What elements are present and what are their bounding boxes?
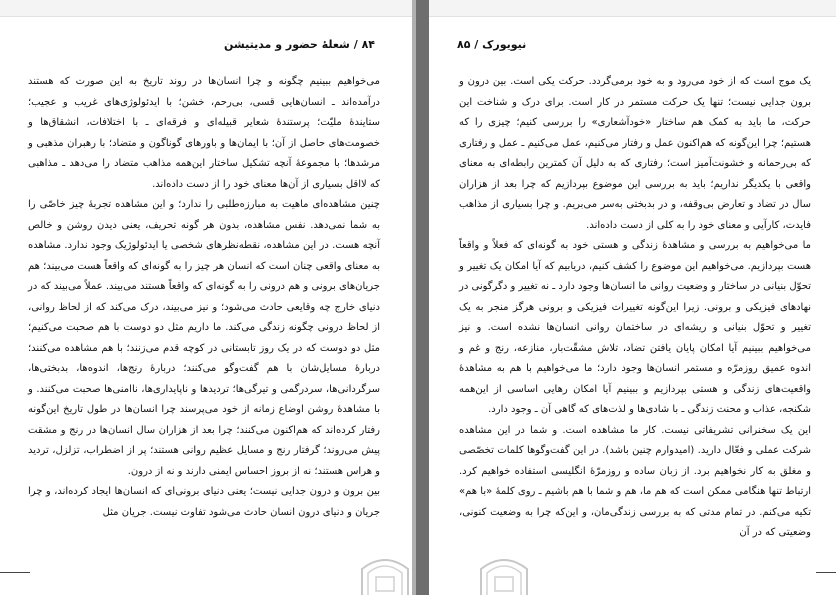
right-page-header: نیویورک / ۸۵ <box>457 38 527 51</box>
top-strip <box>429 0 836 17</box>
left-page-header: ۸۴ / شعلهٔ حضور و مدیتیشن <box>224 38 375 51</box>
right-page-body <box>459 72 811 544</box>
paragraph: بین برون و درون جدایی نیست؛ یعنی دنیای برونی‌ای که انسان‌ها ایجاد کرده‌اند، و چرا جریان و دنیای درون انسان حادث می‌شود تفاوت نیست. جریان مثل <box>28 486 380 518</box>
gutter-stripe <box>416 0 429 595</box>
paragraph: چنین مشاهده‌ای ماهیت به مبارزه‌طلبی را ندارد؛ و این مشاهده تجربهٔ چیز خاصّی را به شما نمی‌دهد. نفس مشاهده، بدون هر گونه تحریف، یعنی دیدن روشن و خالص آنچه هست. در این مشاهده، نقطه‌نظرهای شخصی یا ایدئولوژیک وجود ندارد. مشاهده به معنای واقعی چنان است که انسان هر چیز را به گونه‌ای که واقعاً هست می‌بیند؛ هم جریان‌های برونی و هم درونی را به گونه‌ای که واقعاً هستند می‌بیند. عملاً می‌بیند که در دنیای خارج چه وقایعی حادث می‌شود؛ و نیز می‌بیند، درک می‌کند که از لحاظ روانی، از لحاظ درونی چگونه زندگی می‌کند. ما داریم مثل دو دوست با هم صحبت می‌کنیم؛ مثل دو دوست که در یک روز تابستانی در کوچه قدم می‌زنند؛ با هم مشاهده می‌کنند؛ دربارهٔ مسایل‌شان با هم گفت‌وگو می‌کنند؛ دربارهٔ رنج‌ها، اندوه‌ها، بدبختی‌ها، سرگردانی‌ها، سردرگمی و تیرگی‌ها؛ تردیدها و ناپایداری‌ها، ناامنی‌ها صحبت می‌کنند. و با مشاهدهٔ روشن اوضاع زمانه از خود می‌پرسند چرا انسان‌ها در طول تاریخ این‌گونه رفتار کرده‌اند که هم‌اکنون می‌کنند؛ چرا بعد از هزاران سال انسان‌ها در رنج و مشقت پیش می‌روند؛ گرفتار رنج و مسایل عظیم روانی هستند؛ پر از اضطراب، تزلزل، تردید و هراس هستند؛ نه از بروز احساس ایمنی دارند و نه از درون. <box>28 199 380 477</box>
bottom-rule <box>816 572 836 573</box>
paragraph: ما می‌خواهیم به بررسی و مشاهدهٔ زندگی و هستی خود به گونه‌ای که فعلاً و واقعاً هست بپردازیم. می‌خواهیم این موضوع را کشف کنیم، دریابیم که آیا امکان یک تغییر و تحوّل بنیانی در ساختار و وضعیت روانی ما انسان‌ها وجود دارد ـ نه تغییر و دگرگونی در نهادهای فیزیکی و برونی. زیرا این‌گونه تغییرات فیزیکی و برونی هرگز منجر به یک تغییر و تحوّل بنیانی و ریشه‌ای در ساختمان روانی انسان‌ها نشده است. و نیز می‌خواهیم ببینیم آیا امکان پایان یافتن تضاد، تلاش مشقّت‌بار، منازعه، رنج و غم و اندوه عمیق روزمرّه و مستمر انسان‌ها وجود دارد؛ ما می‌خواهیم با هم به مشاهدهٔ واقعیت‌های زندگی و هستی بپردازیم و ببینیم آیا امکان رهایی اساسی از این‌همه شکنجه، عذاب و محنت زندگی ـ با شادی‌ها و لذت‌های که گاهی آن ـ وجود دارد. <box>459 240 811 415</box>
paragraph: یک موج است که از خود می‌رود و به خود برمی‌گردد. حرکت یکی است. بین درون و برون جدایی نیست؛ تنها یک حرکت مستمر در کار است. برای درک و شناخت این حرکت، ما باید به کمک هم ساختار «خودآشعاری» را بررسی کنیم؛ چیزی را که هستیم؛ چرا این‌گونه که هم‌اکنون عمل و رفتار می‌کنیم، عمل می‌کنیم ـ عمل و رفتاری که بی‌رحمانه و خشونت‌آمیز است؛ رفتاری که به دلیل آن کمترین رابطه‌ای به معنای واقعی با یکدیگر نداریم؛ باید به بررسی این موضوع بپردازیم که چرا بعد از هزاران سال در تضاد و تعارض بی‌وقفه، و در بدبختی به‌سر می‌بریم. و چرا بسیاری از مذاهب فایدت، کارآیی و معنای خود را به کلی از دست داده‌اند. <box>459 76 811 231</box>
left-page <box>0 0 412 595</box>
top-strip <box>0 0 412 17</box>
paragraph: می‌خواهیم ببینیم چگونه و چرا انسان‌ها در روند تاریخ به این صورت که هستند درآمده‌اند ـ انسان‌هایی قسی، بی‌رحم، خشن؛ با ایدئولوژی‌های غریب و عجیب؛ ستایندهٔ ملیّت؛ پرستندهٔ شعایر قبیله‌ای و فرقه‌ای ـ با اختلافات، انشقاق‌ها و خصومت‌های حاصل از آن؛ با ایمان‌ها و باورهای گوناگون و متضاد؛ با رهبران مذهبی و مرشدها؛ با مجموعهٔ آنچه تشکیل ساختار این‌همه مذاهب متضاد را می‌دهد ـ مذاهبی که لااقل بسیاری از آن‌ها معنای خود را از دست داده‌اند. <box>28 76 380 190</box>
bottom-rule <box>0 572 30 573</box>
library-stamp-logo <box>477 555 531 595</box>
left-page-body <box>28 72 380 523</box>
library-stamp-logo <box>358 555 412 595</box>
paragraph: این یک سخنرانی تشریفاتی نیست. کار ما مشاهده است. و شما در این مشاهده شرکت عملی و فعّال دارید. (امیدوارم چنین باشد). در این گفت‌وگوها کلمات تخصّصی و مغلق به کار نخواهیم برد. از زبان ساده و روزمرّهٔ انگلیسی استفاده خواهیم کرد. ارتباط تنها هنگامی ممکن است که هم ما، هم و شما با هم باشیم ـ روی کلمهٔ «با هم» تکیه می‌کنم. در تمام مدتی که به بررسی زندگی‌مان، و این‌که چرا به وضعیت کنونی، وضعیتی که در آن <box>459 424 811 538</box>
right-page <box>429 0 836 595</box>
